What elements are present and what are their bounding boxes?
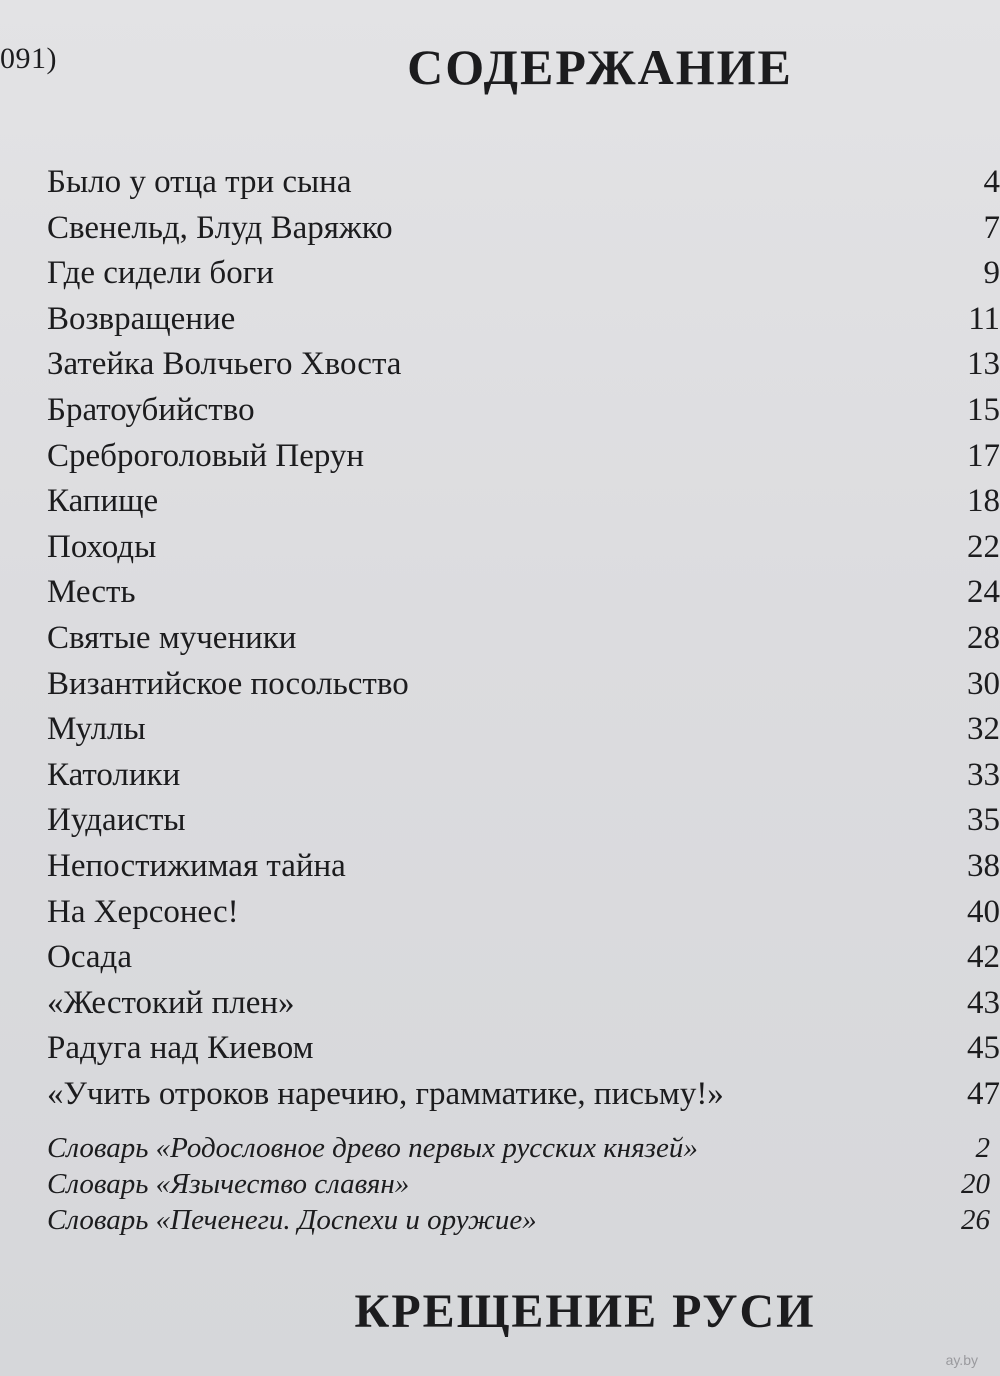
toc-entry — [47, 753, 1000, 799]
toc-entry-label: Среброголовый Перун — [47, 437, 365, 474]
toc-entry — [47, 798, 1000, 844]
toc-entry — [47, 981, 1000, 1027]
dictionary-entry — [47, 1166, 1000, 1202]
toc-entry-label: Братоубийство — [47, 391, 255, 428]
toc-entry-page-number: 32 — [967, 711, 1000, 748]
toc-entry-label: Святые мученики — [47, 619, 297, 656]
toc-entry-page-number: 15 — [967, 391, 1000, 428]
book-title: КРЕЩЕНИЕ РУСИ — [354, 1285, 816, 1338]
dictionary-entry-label: Словарь «Язычество славян» — [47, 1168, 410, 1200]
toc-entry — [47, 662, 1000, 708]
toc-entry-page-number: 17 — [967, 437, 1000, 474]
toc-entry — [47, 1072, 1000, 1118]
corner-number: 091) — [0, 42, 57, 75]
toc-entry-label: Иудаисты — [47, 802, 186, 839]
toc-entry-page-number: 28 — [967, 619, 1000, 656]
toc-entry-label: Свенельд, Блуд Варяжко — [47, 209, 393, 246]
toc-entry-page-number: 33 — [967, 756, 1000, 793]
toc-entry — [47, 251, 1000, 297]
toc-entry-page-number: 24 — [967, 574, 1000, 611]
toc-entry-label: Радуга над Киевом — [47, 1030, 314, 1067]
page-title: СОДЕРЖАНИЕ — [407, 39, 793, 95]
toc-entry — [47, 707, 1000, 753]
toc-entry — [47, 844, 1000, 890]
toc-entry — [47, 570, 1000, 616]
toc-entry-page-number: 30 — [967, 665, 1000, 702]
toc-entry-label: Осада — [47, 939, 132, 976]
toc-entry — [47, 388, 1000, 434]
dictionary-entry-label: Словарь «Родословное древо первых русских князей» — [47, 1132, 698, 1164]
toc-entry-label: Католики — [47, 756, 181, 793]
toc-entry-label: Византийское посольство — [47, 665, 409, 702]
toc-entry-label: «Жестокий плен» — [47, 984, 295, 1021]
toc-entry-page-number: 35 — [967, 802, 1000, 839]
toc-entry-page-number: 38 — [967, 847, 1000, 884]
dictionary-entry — [47, 1202, 1000, 1238]
toc-entry-label: Муллы — [47, 711, 146, 748]
toc-entry — [47, 890, 1000, 936]
table-of-contents — [47, 160, 1000, 1117]
toc-entry-page-number: 13 — [967, 346, 1000, 383]
toc-entry-label: Возвращение — [47, 300, 236, 337]
toc-entry-page-number: 4 — [983, 164, 1000, 200]
toc-entry — [47, 297, 1000, 343]
toc-entry-page-number: 45 — [967, 1030, 1000, 1067]
toc-entry — [47, 342, 1000, 388]
toc-entry-label: Походы — [47, 528, 157, 565]
toc-entry-page-number: 18 — [967, 483, 1000, 520]
toc-entry-page-number: 22 — [967, 528, 1000, 565]
toc-entry-label: Затейка Волчьего Хвоста — [47, 346, 402, 383]
dictionary-entry-label: Словарь «Печенеги. Доспехи и оружие» — [47, 1204, 537, 1236]
dictionary-entry — [47, 1130, 1000, 1166]
dictionary-entry-page-number: 20 — [961, 1168, 990, 1200]
toc-entry-label: «Учить отроков наречию, грамматике, письму!» — [47, 1075, 724, 1112]
toc-entry-label: Капище — [47, 483, 159, 520]
toc-entry-label: На Херсонес! — [47, 893, 239, 930]
toc-entry-page-number: 47 — [967, 1075, 1000, 1112]
dictionary-list — [47, 1130, 1000, 1238]
toc-entry-label: Непостижимая тайна — [47, 847, 346, 884]
toc-entry-label: Где сидели боги — [47, 255, 274, 292]
toc-entry-label: Месть — [47, 574, 136, 611]
toc-entry — [47, 935, 1000, 981]
toc-entry-page-number: 11 — [968, 300, 1000, 337]
toc-entry — [47, 525, 1000, 571]
toc-entry-page-number: 42 — [967, 939, 1000, 976]
watermark: ay.by — [945, 1352, 978, 1368]
toc-entry — [47, 479, 1000, 525]
toc-entry-page-number: 9 — [983, 255, 1000, 292]
toc-entry — [47, 434, 1000, 480]
toc-entry-page-number: 40 — [967, 893, 1000, 930]
toc-entry — [47, 616, 1000, 662]
toc-entry — [47, 160, 1000, 206]
dictionary-entry-page-number: 26 — [961, 1204, 990, 1236]
toc-entry-page-number: 7 — [983, 209, 1000, 246]
toc-entry-page-number: 43 — [967, 984, 1000, 1021]
toc-entry — [47, 1026, 1000, 1072]
dictionary-entry-page-number: 2 — [975, 1132, 990, 1164]
toc-entry-label: Было у отца три сына — [47, 164, 352, 200]
toc-entry — [47, 206, 1000, 252]
